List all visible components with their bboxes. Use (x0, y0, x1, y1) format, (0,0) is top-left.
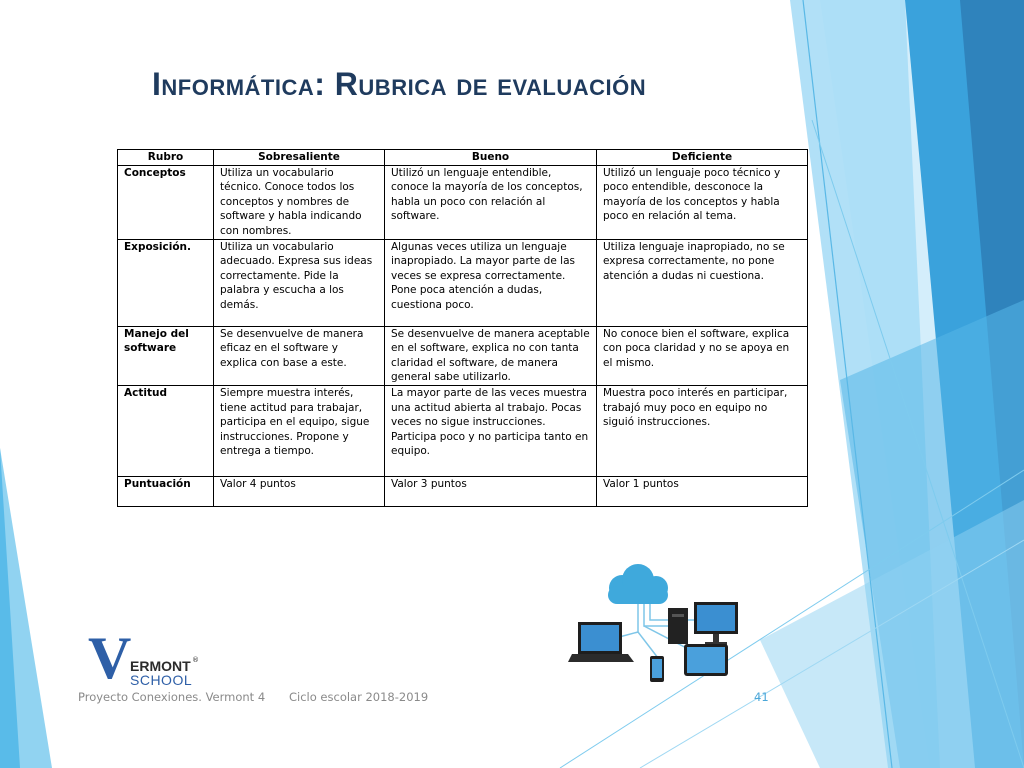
logo-letter: V (88, 625, 132, 691)
header-rubro: Rubro (118, 150, 214, 166)
cell-sobresaliente: Siempre muestra interés, tiene actitud para trabajar, participa en el equipo, sigue instrucciones. Propone y entrega a tiempo. (214, 385, 385, 476)
cell-bueno: Utilizó un lenguaje entendible, conoce la mayoría de los conceptos, habla un poco con relación al software. (385, 165, 597, 239)
cloud-network-devices-icon (568, 562, 758, 690)
table-row (118, 326, 808, 385)
logo-registered: ® (192, 656, 199, 664)
cell-deficiente: Utilizó un lenguaje poco técnico y poco entendible, desconoce la mayoría de los conceptos y habla poco en relación al tema. (597, 165, 808, 239)
row-label: Actitud (118, 385, 214, 476)
cell-deficiente: No conoce bien el software, explica con poca claridad y no se apoya en el mismo. (597, 326, 808, 385)
cell-sobresaliente: Valor 4 puntos (214, 476, 385, 506)
footer-cycle: Ciclo escolar 2018-2019 (289, 690, 429, 704)
cell-sobresaliente: Utiliza un vocabulario técnico. Conoce todos los conceptos y nombres de software y habla indicando con nombres. (214, 165, 385, 239)
row-label: Conceptos (118, 165, 214, 239)
header-bueno: Bueno (385, 150, 597, 166)
page-number: 41 (754, 690, 769, 704)
header-deficiente: Deficiente (597, 150, 808, 166)
row-label: Exposición. (118, 239, 214, 326)
cell-sobresaliente: Se desenvuelve de manera eficaz en el software y explica con base a este. (214, 326, 385, 385)
cell-deficiente: Utiliza lenguaje inapropiado, no se expresa correctamente, no pone atención a dudas ni cuestiona. (597, 239, 808, 326)
slide-title: Informática: Rubrica de evaluación (152, 66, 647, 102)
row-label: Puntuación (118, 476, 214, 506)
rubric-table (117, 149, 808, 507)
footer-project: Proyecto Conexiones. Vermont 4 (78, 690, 266, 704)
cell-bueno: La mayor parte de las veces muestra una actitud abierta al trabajo. Pocas veces no sigue instrucciones. Participa poco y no participa tanto en equipo. (385, 385, 597, 476)
logo-line1: ERMONT (130, 658, 191, 674)
cell-sobresaliente: Utiliza un vocabulario adecuado. Expresa sus ideas correctamente. Pide la palabra y escucha a los demás. (214, 239, 385, 326)
table-row (118, 385, 808, 476)
cell-bueno: Algunas veces utiliza un lenguaje inapropiado. La mayor parte de las veces se expresa correctamente. Pone poca atención a dudas, cuestiona poco. (385, 239, 597, 326)
table-row (118, 476, 808, 506)
cell-bueno: Valor 3 puntos (385, 476, 597, 506)
vermont-school-logo (88, 625, 208, 691)
row-label: Manejo del software (118, 326, 214, 385)
table-row (118, 165, 808, 239)
cell-deficiente: Valor 1 puntos (597, 476, 808, 506)
logo-line2: SCHOOL (130, 672, 193, 688)
cell-deficiente: Muestra poco interés en participar, trabajó muy poco en equipo no siguió instrucciones. (597, 385, 808, 476)
table-row (118, 239, 808, 326)
table-header-row (118, 150, 808, 166)
header-sobresaliente: Sobresaliente (214, 150, 385, 166)
cell-bueno: Se desenvuelve de manera aceptable en el software, explica no con tanta claridad el software, de manera general sabe utilizarlo. (385, 326, 597, 385)
